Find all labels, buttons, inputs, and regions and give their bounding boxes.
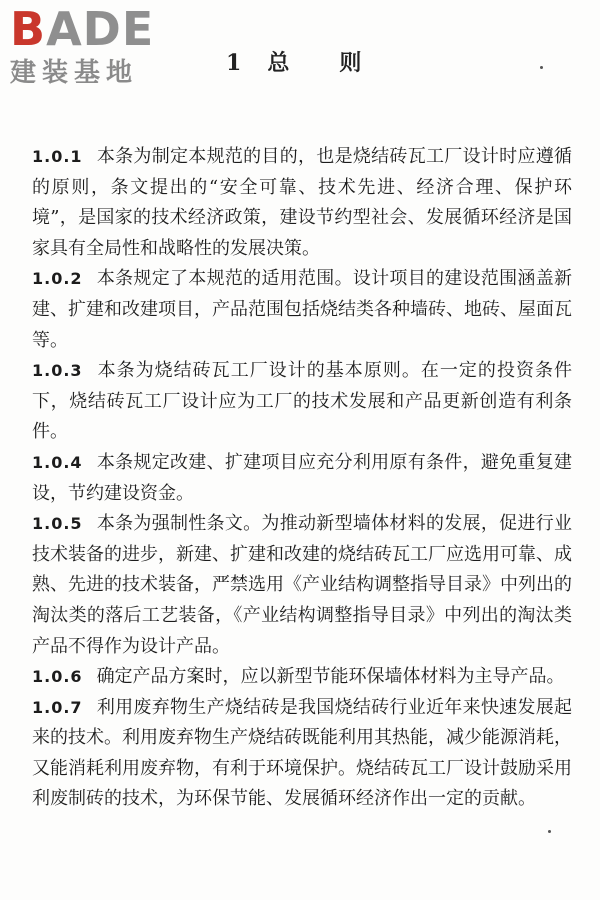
clause-text: 本条规定了本规范的适用范围。设计项目的建设范围涵盖新建、扩建和改建项目，产品范围包括烧结类各种墙砖、地砖、屋面瓦等。 xyxy=(32,268,572,351)
clause-text: 本条为强制性条文。为推动新型墙体材料的发展，促进行业技术装备的进步，新建、扩建和改建的烧结砖瓦工厂应选用可靠、成熟、先进的技术装备，严禁选用《产业结构调整指导目录》中列出的淘汰类的落后工艺装备，《产业结构调整指导目录》中列出的淘汰类产品不得作为设计产品。 xyxy=(32,513,572,657)
clause-1-0-1 xyxy=(32,142,572,264)
logo-word-rest: ADE xyxy=(46,2,155,56)
logo-accent-letter: B xyxy=(10,2,47,56)
clause-number: 1.0.7 xyxy=(32,697,83,717)
logo-wordmark xyxy=(10,4,154,54)
clause-text: 利用废弃物生产烧结砖是我国烧结砖行业近年来快速发展起来的技术。利用废弃物生产烧结砖既能利用其热能，减少能源消耗，又能消耗利用废弃物，有利于环境保护。烧结砖瓦工厂设计鼓励采用利废制砖的技术，为环保节能、发展循环经济作出一定的贡献。 xyxy=(32,696,572,810)
clause-1-0-3 xyxy=(32,356,572,448)
clause-number: 1.0.4 xyxy=(32,452,83,472)
clause-1-0-7 xyxy=(32,693,572,815)
chapter-title-part1: 总 xyxy=(267,50,292,76)
chapter-number: 1 xyxy=(226,50,244,76)
chapter-title-part2: 则 xyxy=(339,50,364,76)
clause-number: 1.0.5 xyxy=(32,514,83,534)
scan-speck xyxy=(540,66,543,69)
clause-list xyxy=(32,142,572,815)
chapter-title xyxy=(226,46,363,77)
clause-1-0-4 xyxy=(32,448,572,509)
scan-speck xyxy=(548,830,551,833)
clause-number: 1.0.6 xyxy=(32,667,83,687)
clause-1-0-2 xyxy=(32,264,572,356)
clause-text: 本条为制定本规范的目的，也是烧结砖瓦工厂设计时应遵循的原则，条文提出的“安全可靠、技术先进、经济合理、保护环境”，是国家的技术经济政策，建设节约型社会、发展循环经济是国家具有全局性和战略性的发展决策。 xyxy=(32,146,572,259)
clause-number: 1.0.1 xyxy=(32,147,83,166)
clause-text: 确定产品方案时，应以新型节能环保墙体材料为主导产品。 xyxy=(96,666,565,688)
clause-text: 本条为烧结砖瓦工厂设计的基本原则。在一定的投资条件下，烧结砖瓦工厂设计应为工厂的技术发展和产品更新创造有利条件。 xyxy=(32,360,572,443)
clause-text: 本条规定改建、扩建项目应充分利用原有条件，避免重复建设，节约建设资金。 xyxy=(32,451,572,504)
bade-logo xyxy=(10,4,180,90)
clause-1-0-6 xyxy=(32,662,572,693)
clause-1-0-5 xyxy=(32,509,572,662)
logo-subtitle: 建装基地 xyxy=(10,58,139,88)
clause-number: 1.0.2 xyxy=(32,269,83,289)
clause-number: 1.0.3 xyxy=(32,361,83,381)
